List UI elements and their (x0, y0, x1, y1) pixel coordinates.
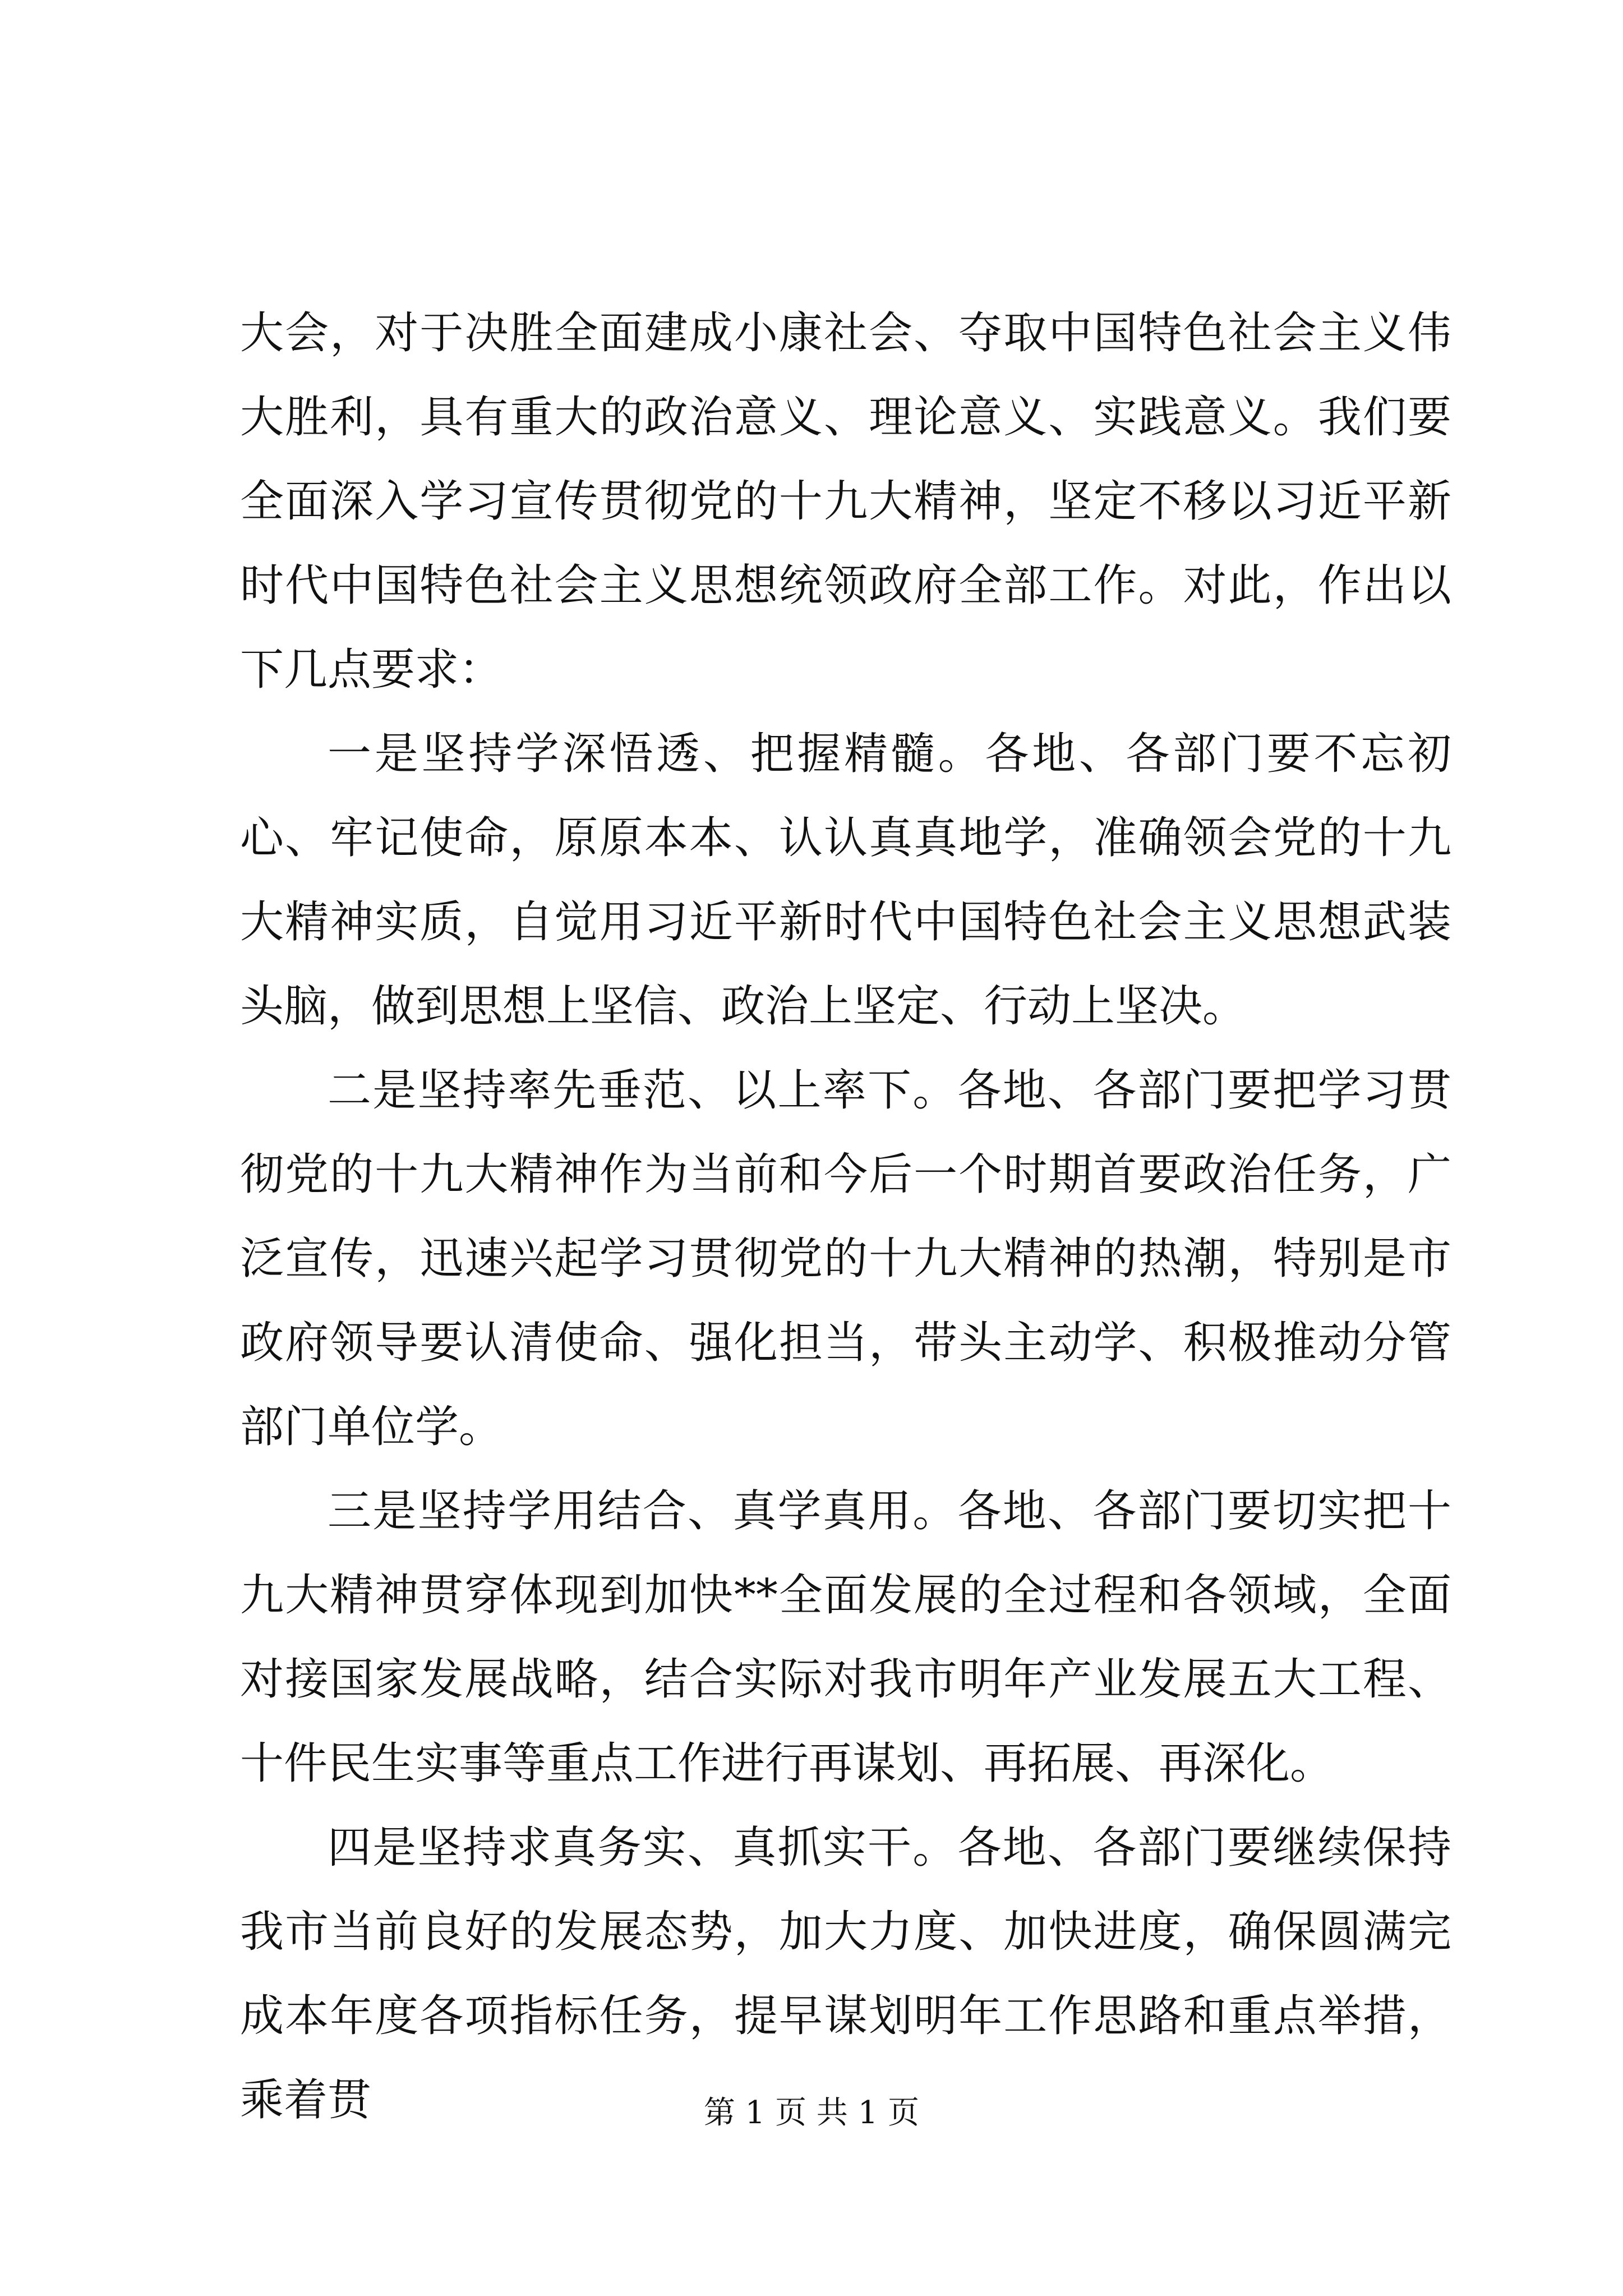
paragraph-3: 二是坚持率先垂范、以上率下。各地、各部门要把学习贯彻党的十九大精神作为当前和今后一个时期首要政治任务，广泛宣传，迅速兴起学习贯彻党的十九大精神的热潮，特别是市政府领导要认清使命、强化担当，带头主动学、积极推动分管部门单位学。 (240, 1065, 1451, 1452)
paragraph-5: 四是坚持求真务实、真抓实干。各地、各部门要继续保持我市当前良好的发展态势，加大力度、加快进度，确保圆满完成本年度各项指标任务，提早谋划明年工作思路和重点举措，乘着贯 (240, 1823, 1451, 2125)
paragraph-4: 三是坚持学用结合、真学真用。各地、各部门要切实把十九大精神贯穿体现到加快**全面发展的全过程和各领域，全面对接国家发展战略，结合实际对我市明年产业发展五大工程、十件民生实事等重点工作进行再谋划、再拓展、再深化。 (240, 1486, 1451, 1789)
page-footer: 第 1 页 共 1 页 (703, 2095, 920, 2131)
paragraph-1: 大会，对于决胜全面建成小康社会、夺取中国特色社会主义伟大胜利，具有重大的政治意义、理论意义、实践意义。我们要全面深入学习宣传贯彻党的十九大精神，坚定不移以习近平新时代中国特色社会主义思想统领政府全部工作。对此，作出以下几点要求： (240, 308, 1451, 695)
paragraph-2: 一是坚持学深悟透、把握精髓。各地、各部门要不忘初心、牢记使命，原原本本、认认真真地学，准确领会党的十九大精神实质，自觉用习近平新时代中国特色社会主义思想武装头脑，做到思想上坚信、政治上坚定、行动上坚决。 (240, 729, 1451, 1032)
document-body (240, 291, 1451, 2142)
